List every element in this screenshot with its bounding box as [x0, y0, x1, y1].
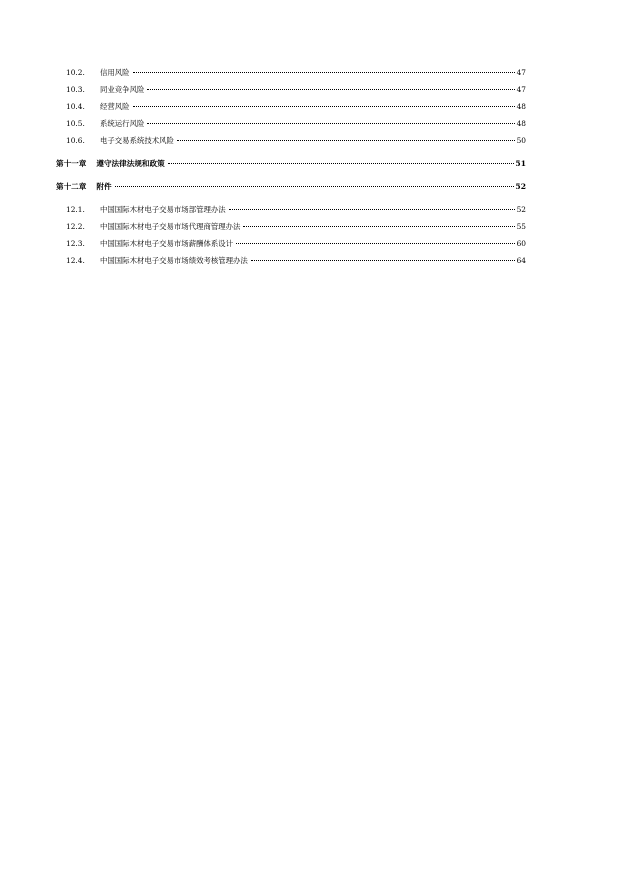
toc-chapter-12[interactable] [56, 182, 526, 199]
toc-leader-dots [133, 106, 515, 107]
toc-entry-page: 48 [516, 102, 526, 111]
toc-chapter-title: 遵守法律法规和政策 [96, 159, 165, 168]
toc-leader-dots [177, 140, 515, 141]
toc-leader-dots [243, 226, 515, 227]
toc-entry-number: 12.4. [66, 256, 85, 265]
toc-leader-dots [168, 163, 515, 164]
toc-entry-number: 12.2. [66, 222, 85, 231]
toc-entry-page: 64 [516, 256, 526, 265]
toc-leader-dots [229, 209, 515, 210]
toc-chapter-page: 51 [515, 159, 526, 168]
toc-entry-page: 47 [516, 85, 526, 94]
toc-entry-number: 12.1. [66, 205, 85, 214]
toc-entry-12-3[interactable] [56, 239, 526, 256]
toc-entry-title: 中国国际木材电子交易市场部管理办法 [100, 205, 226, 214]
toc-entry-title: 信用风险 [100, 68, 130, 77]
toc-entry-10-4[interactable] [56, 102, 526, 119]
toc-entry-10-3[interactable] [56, 85, 526, 102]
toc-entry-page: 47 [516, 68, 526, 77]
toc-leader-dots [147, 123, 515, 124]
toc-entry-page: 52 [516, 205, 526, 214]
toc-entry-12-1[interactable] [56, 205, 526, 222]
toc-chapter-title: 附件 [96, 182, 112, 191]
toc-entry-page: 50 [516, 136, 526, 145]
toc-leader-dots [251, 260, 515, 261]
toc-entry-number: 12.3. [66, 239, 85, 248]
toc-leader-dots [115, 186, 515, 187]
toc-chapter-number: 第十二章 [56, 182, 87, 191]
toc-entry-number: 10.6. [66, 136, 85, 145]
toc-chapter-number: 第十一章 [56, 159, 87, 168]
toc-entry-number: 10.5. [66, 119, 85, 128]
toc-entry-title: 中国国际木材电子交易市场薪酬体系设计 [100, 239, 234, 248]
toc-leader-dots [147, 89, 515, 90]
toc-leader-dots [236, 243, 515, 244]
toc-entry-number: 10.3. [66, 85, 85, 94]
toc-entry-title: 系统运行风险 [100, 119, 145, 128]
toc-entry-12-4[interactable] [56, 256, 526, 273]
toc-entry-title: 中国国际木材电子交易市场代理商管理办法 [100, 222, 241, 231]
toc-entry-page: 48 [516, 119, 526, 128]
toc-entry-page: 55 [516, 222, 526, 231]
toc-entry-10-2[interactable] [56, 68, 526, 85]
toc-entry-number: 10.4. [66, 102, 85, 111]
toc-entry-number: 10.2. [66, 68, 85, 77]
toc-entry-title: 经营风险 [100, 102, 130, 111]
toc-entry-10-6[interactable] [56, 136, 526, 153]
toc-entry-12-2[interactable] [56, 222, 526, 239]
toc-entry-title: 中国国际木材电子交易市场绩效考核管理办法 [100, 256, 248, 265]
toc-leader-dots [133, 72, 515, 73]
toc-entry-10-5[interactable] [56, 119, 526, 136]
toc-entry-page: 60 [516, 239, 526, 248]
toc-chapter-11[interactable] [56, 159, 526, 176]
toc-chapter-page: 52 [515, 182, 526, 191]
toc-entry-title: 电子交易系统技术风险 [100, 136, 174, 145]
table-of-contents [56, 68, 526, 273]
toc-entry-title: 同业竞争风险 [100, 85, 145, 94]
